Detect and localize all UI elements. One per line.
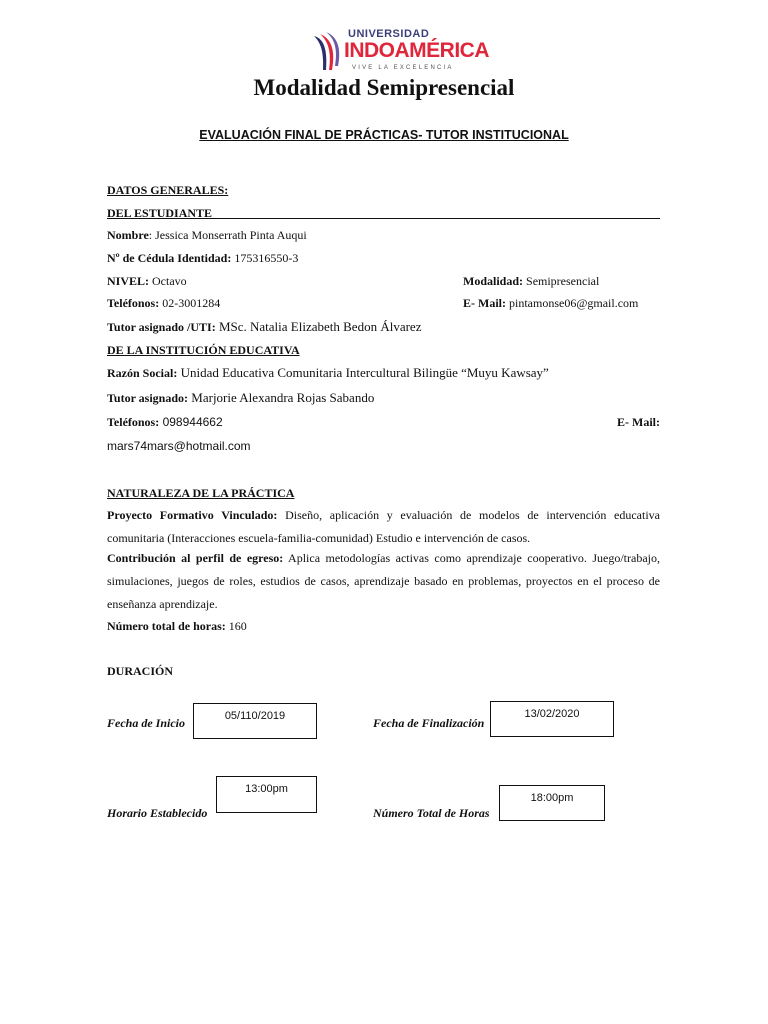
- practice-contribution-label: Contribución al perfil de egreso:: [107, 551, 284, 565]
- schedule-field[interactable]: 13:00pm: [216, 776, 317, 813]
- logo-emblem-icon: [312, 30, 342, 74]
- practice-hours-row: [107, 619, 247, 634]
- total-hours-field[interactable]: 18:00pm: [499, 785, 605, 821]
- subtitle-text: EVALUACIÓN FINAL DE PRÁCTICAS- TUTOR INSTITUCIONAL: [199, 128, 569, 142]
- logo-top-text: UNIVERSIDAD: [348, 28, 430, 40]
- student-heading-rule: [107, 218, 660, 219]
- student-tutor-label: Tutor asignado /UTI:: [107, 320, 216, 334]
- student-tutor-row: [107, 319, 421, 335]
- student-name-label: Nombre: [107, 228, 149, 242]
- end-date-label: Fecha de Finalización: [373, 716, 485, 730]
- total-hours-label: Número Total de Horas: [373, 806, 490, 820]
- student-heading: DEL ESTUDIANTE: [107, 206, 213, 220]
- start-date-label: Fecha de Inicio: [107, 716, 185, 730]
- page-title: Modalidad Semipresencial: [253, 75, 515, 100]
- logo-main-text: INDOAMÉRICA: [344, 39, 489, 62]
- institution-tutor-row: [107, 390, 374, 406]
- student-id-label: Nº de Cédula Identidad:: [107, 251, 232, 265]
- institution-tutor-value: Marjorie Alexandra Rojas Sabando: [188, 390, 375, 405]
- end-date-field[interactable]: 13/02/2020: [490, 701, 614, 737]
- institution-tutor-label: Tutor asignado:: [107, 391, 189, 405]
- practice-project-paragraph: [107, 504, 660, 550]
- schedule-label: Horario Establecido: [107, 806, 208, 820]
- practice-project-label: Proyecto Formativo Vinculado:: [107, 508, 278, 522]
- institution-phones-value: 098944662: [159, 415, 223, 429]
- student-id-row: [107, 251, 298, 266]
- student-name-value: : Jessica Monserrath Pinta Auqui: [148, 228, 307, 242]
- institution-business-row: [107, 365, 549, 381]
- student-level-value: Octavo: [149, 274, 187, 288]
- start-date-field[interactable]: 05/110/2019: [193, 703, 317, 739]
- student-level-label: NIVEL:: [107, 274, 150, 288]
- student-phones-value: 02-3001284: [159, 296, 221, 310]
- practice-contribution-paragraph: [107, 547, 660, 616]
- student-modality-label: Modalidad:: [463, 274, 524, 288]
- logo-tagline: VIVE LA EXCELENCIA: [352, 65, 454, 71]
- student-level-row: [107, 274, 187, 289]
- student-phones-row: [107, 296, 220, 311]
- student-id-value: 175316550-3: [231, 251, 299, 265]
- practice-hours-label: Número total de horas:: [107, 619, 226, 633]
- practice-contribution-value: Aplica metodologías activas como aprendizaje cooperativo. Juego/trabajo, simulaciones, juegos de roles, estudios de casos, aprendizaje basado en problemas, proyectos en el proceso de enseñanza aprendizaje.: [107, 551, 661, 611]
- university-logo: [312, 28, 489, 74]
- student-email-row: [463, 296, 638, 311]
- student-phones-label: Teléfonos:: [107, 296, 160, 310]
- student-email-value: pintamonse06@gmail.com: [506, 296, 639, 310]
- institution-email-label: E- Mail:: [617, 415, 660, 429]
- student-email-label: E- Mail:: [463, 296, 506, 310]
- section-general-heading: DATOS GENERALES:: [107, 183, 229, 197]
- student-modality-value: Semipresencial: [523, 274, 600, 288]
- institution-business-label: Razón Social:: [107, 366, 178, 380]
- document-subtitle: [0, 128, 768, 142]
- institution-business-value: Unidad Educativa Comunitaria Intercultural Bilingüe “Muyu Kawsay”: [177, 365, 549, 380]
- student-name-row: [107, 228, 307, 243]
- student-tutor-value: MSc. Natalia Elizabeth Bedon Álvarez: [215, 319, 422, 334]
- institution-phones-row: [107, 415, 223, 430]
- institution-phones-label: Teléfonos:: [107, 415, 160, 429]
- practice-heading: NATURALEZA DE LA PRÁCTICA: [107, 486, 295, 500]
- practice-project-value: Diseño, aplicación y evaluación de modelos de intervención educativa comunitaria (Interacciones escuela-familia-comunidad) Estudio e intervención de casos.: [107, 508, 660, 545]
- duration-heading: DURACIÓN: [107, 664, 173, 678]
- institution-heading: DE LA INSTITUCIÓN EDUCATIVA: [107, 343, 300, 357]
- practice-hours-value: 160: [225, 619, 247, 633]
- institution-email-value: mars74mars@hotmail.com: [107, 439, 251, 453]
- student-modality-row: [463, 274, 599, 289]
